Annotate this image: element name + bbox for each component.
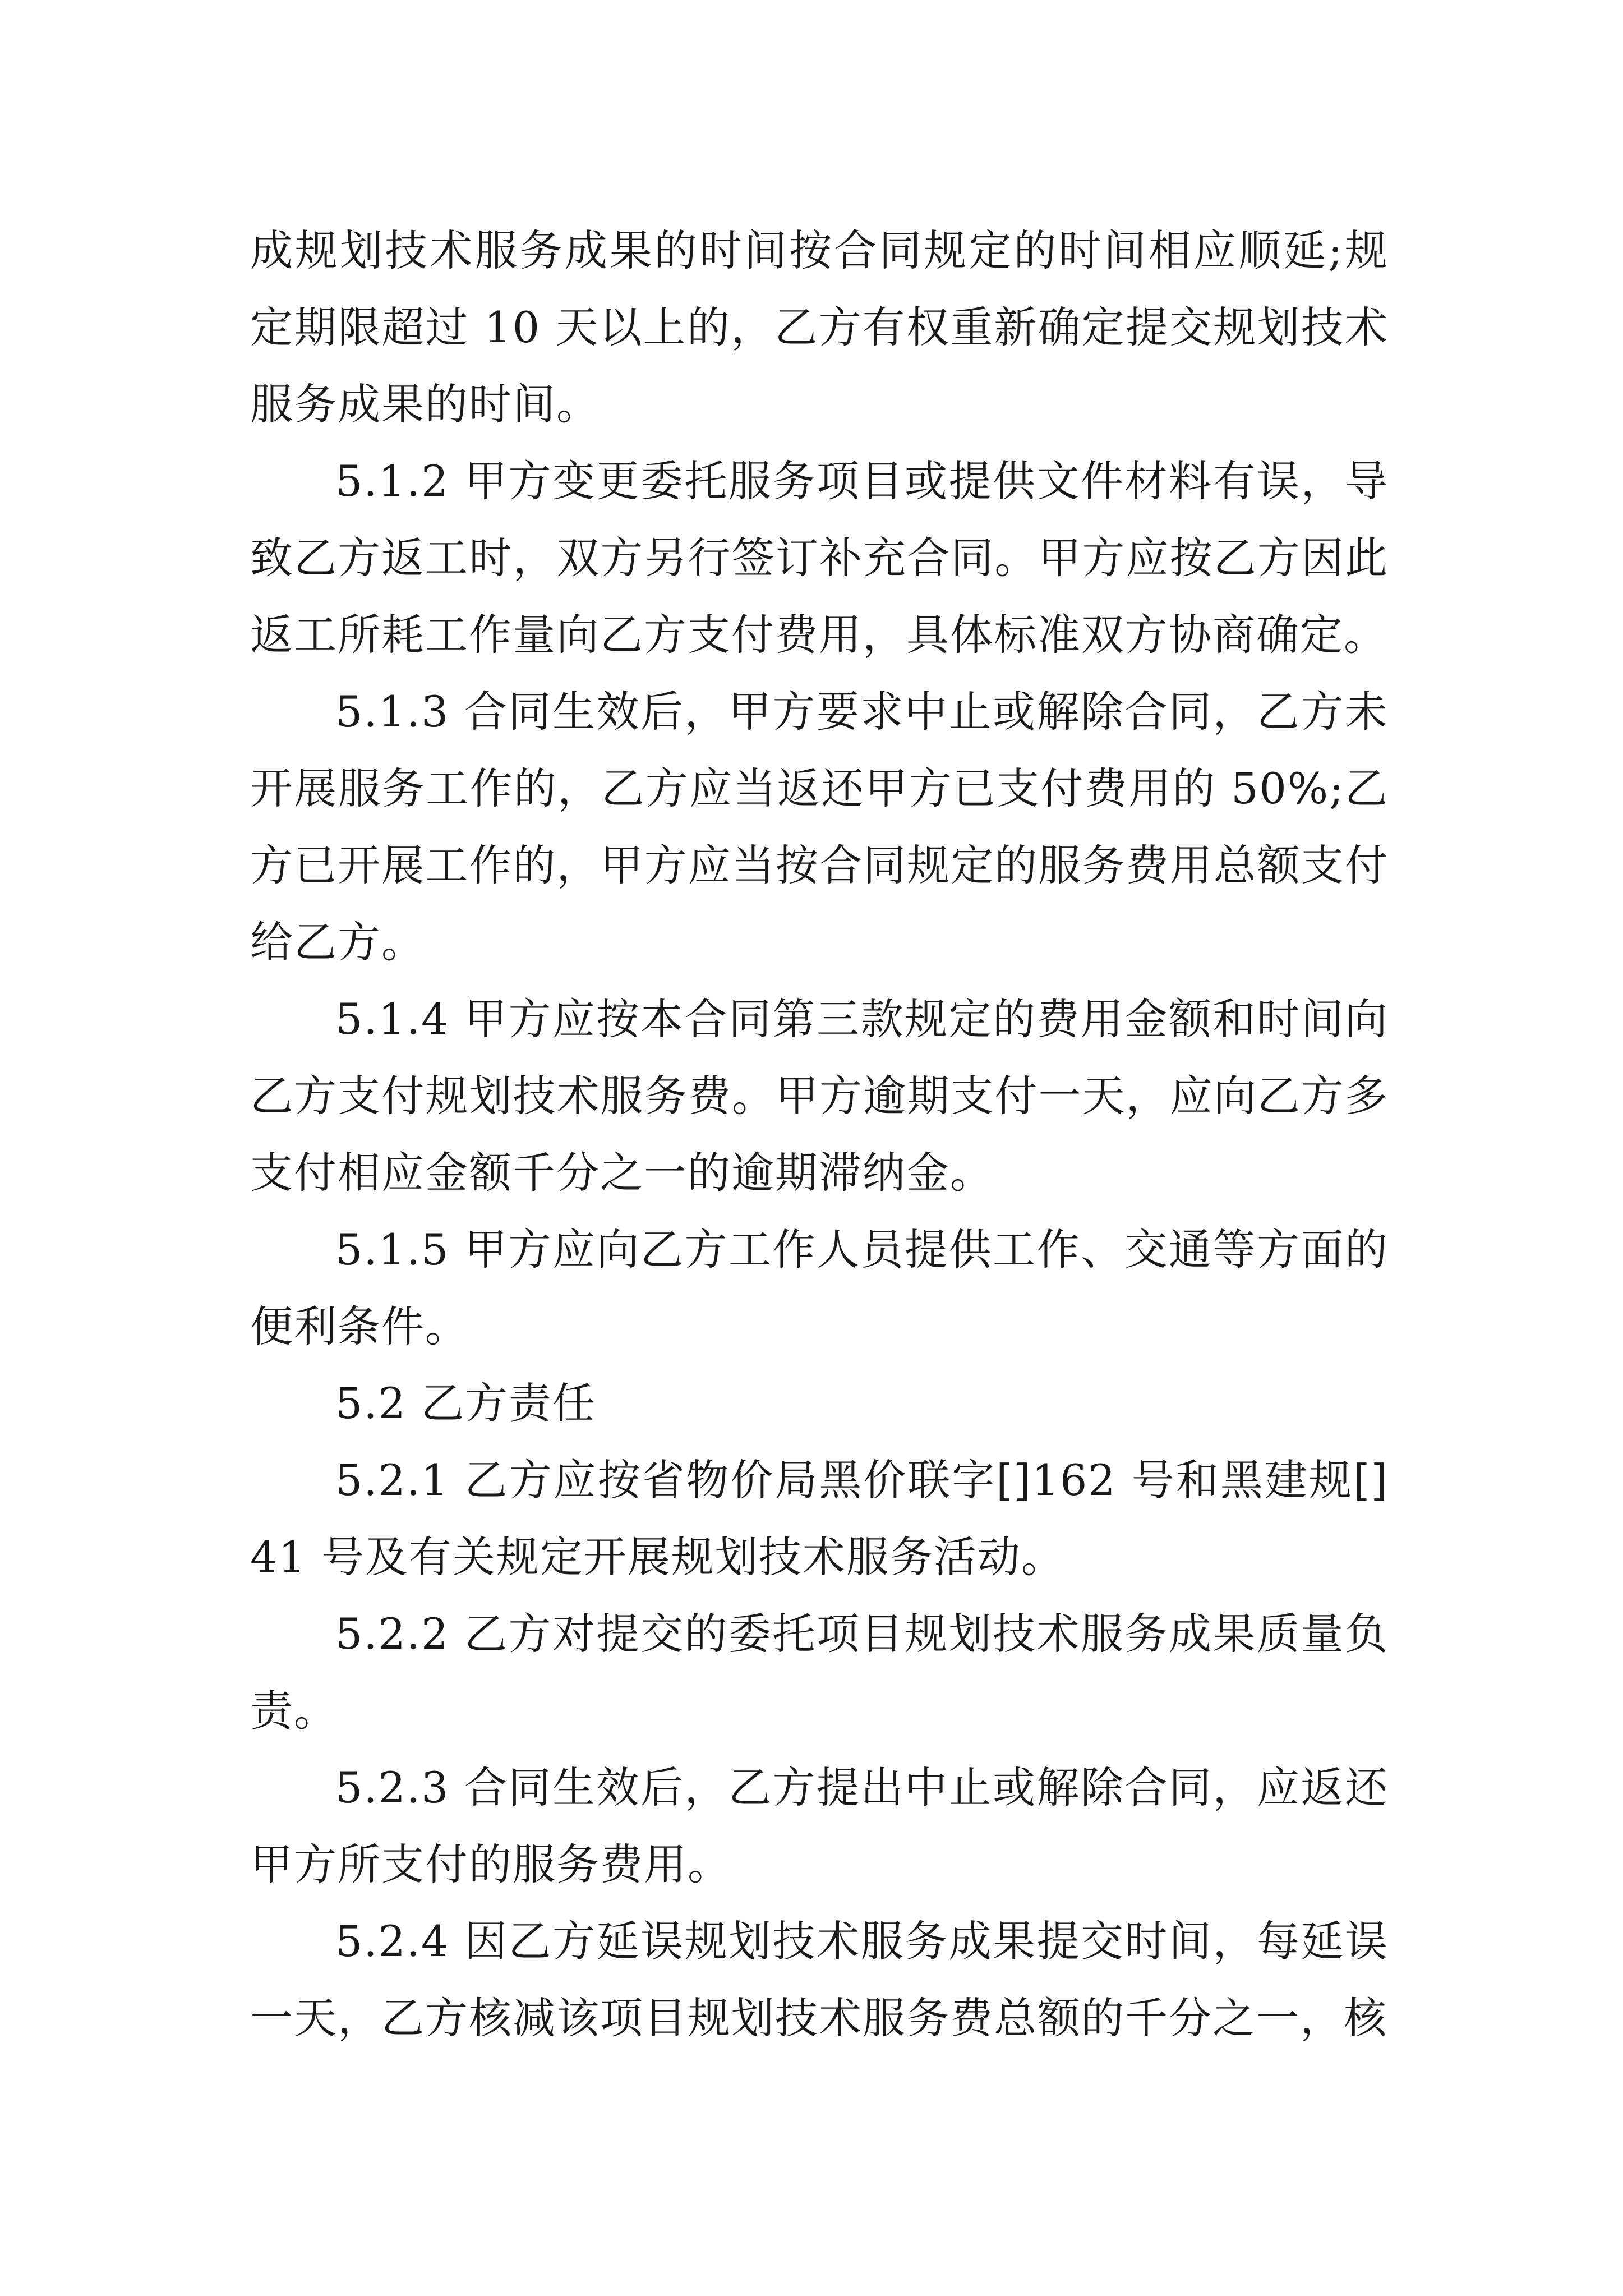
paragraph-5-2-4: 5.2.4 因乙方延误规划技术服务成果提交时间，每延误一天，乙方核减该项目规划技术服务费总额的千分之一，核 xyxy=(250,1916,1389,2043)
paragraph-5-1-5: 5.1.5 甲方应向乙方工作人员提供工作、交通等方面的便利条件。 xyxy=(250,1225,1389,1351)
paragraph-5-1-4: 5.1.4 甲方应按本合同第三款规定的费用金额和时间向乙方支付规划技术服务费。甲方逾期支付一天，应向乙方多支付相应金额千分之一的逾期滞纳金。 xyxy=(250,994,1389,1198)
document-body xyxy=(250,212,1389,2056)
paragraph-continuation: 成规划技术服务成果的时间按合同规定的时间相应顺延;规定期限超过 10 天以上的，乙方有权重新确定提交规划技术服务成果的时间。 xyxy=(250,226,1389,429)
paragraph-5-2-2: 5.2.2 乙方对提交的委托项目规划技术服务成果质量负责。 xyxy=(250,1609,1389,1736)
section-heading-5-2: 5.2 乙方责任 xyxy=(335,1378,597,1428)
paragraph-5-2-1: 5.2.1 乙方应按省物价局黑价联字[]162 号和黑建规[]41 号及有关规定开展规划技术服务活动。 xyxy=(250,1455,1389,1582)
paragraph-5-2-3: 5.2.3 合同生效后，乙方提出中止或解除合同，应返还甲方所支付的服务费用。 xyxy=(250,1763,1389,1889)
paragraph-5-1-3: 5.1.3 合同生效后，甲方要求中止或解除合同，乙方未开展服务工作的，乙方应当返还甲方已支付费用的 50%;乙方已开展工作的，甲方应当按合同规定的服务费用总额支付给乙方。 xyxy=(250,687,1389,967)
paragraph-5-1-2: 5.1.2 甲方变更委托服务项目或提供文件材料有误，导致乙方返工时，双方另行签订补充合同。甲方应按乙方因此返工所耗工作量向乙方支付费用，具体标准双方协商确定。 xyxy=(250,456,1389,660)
